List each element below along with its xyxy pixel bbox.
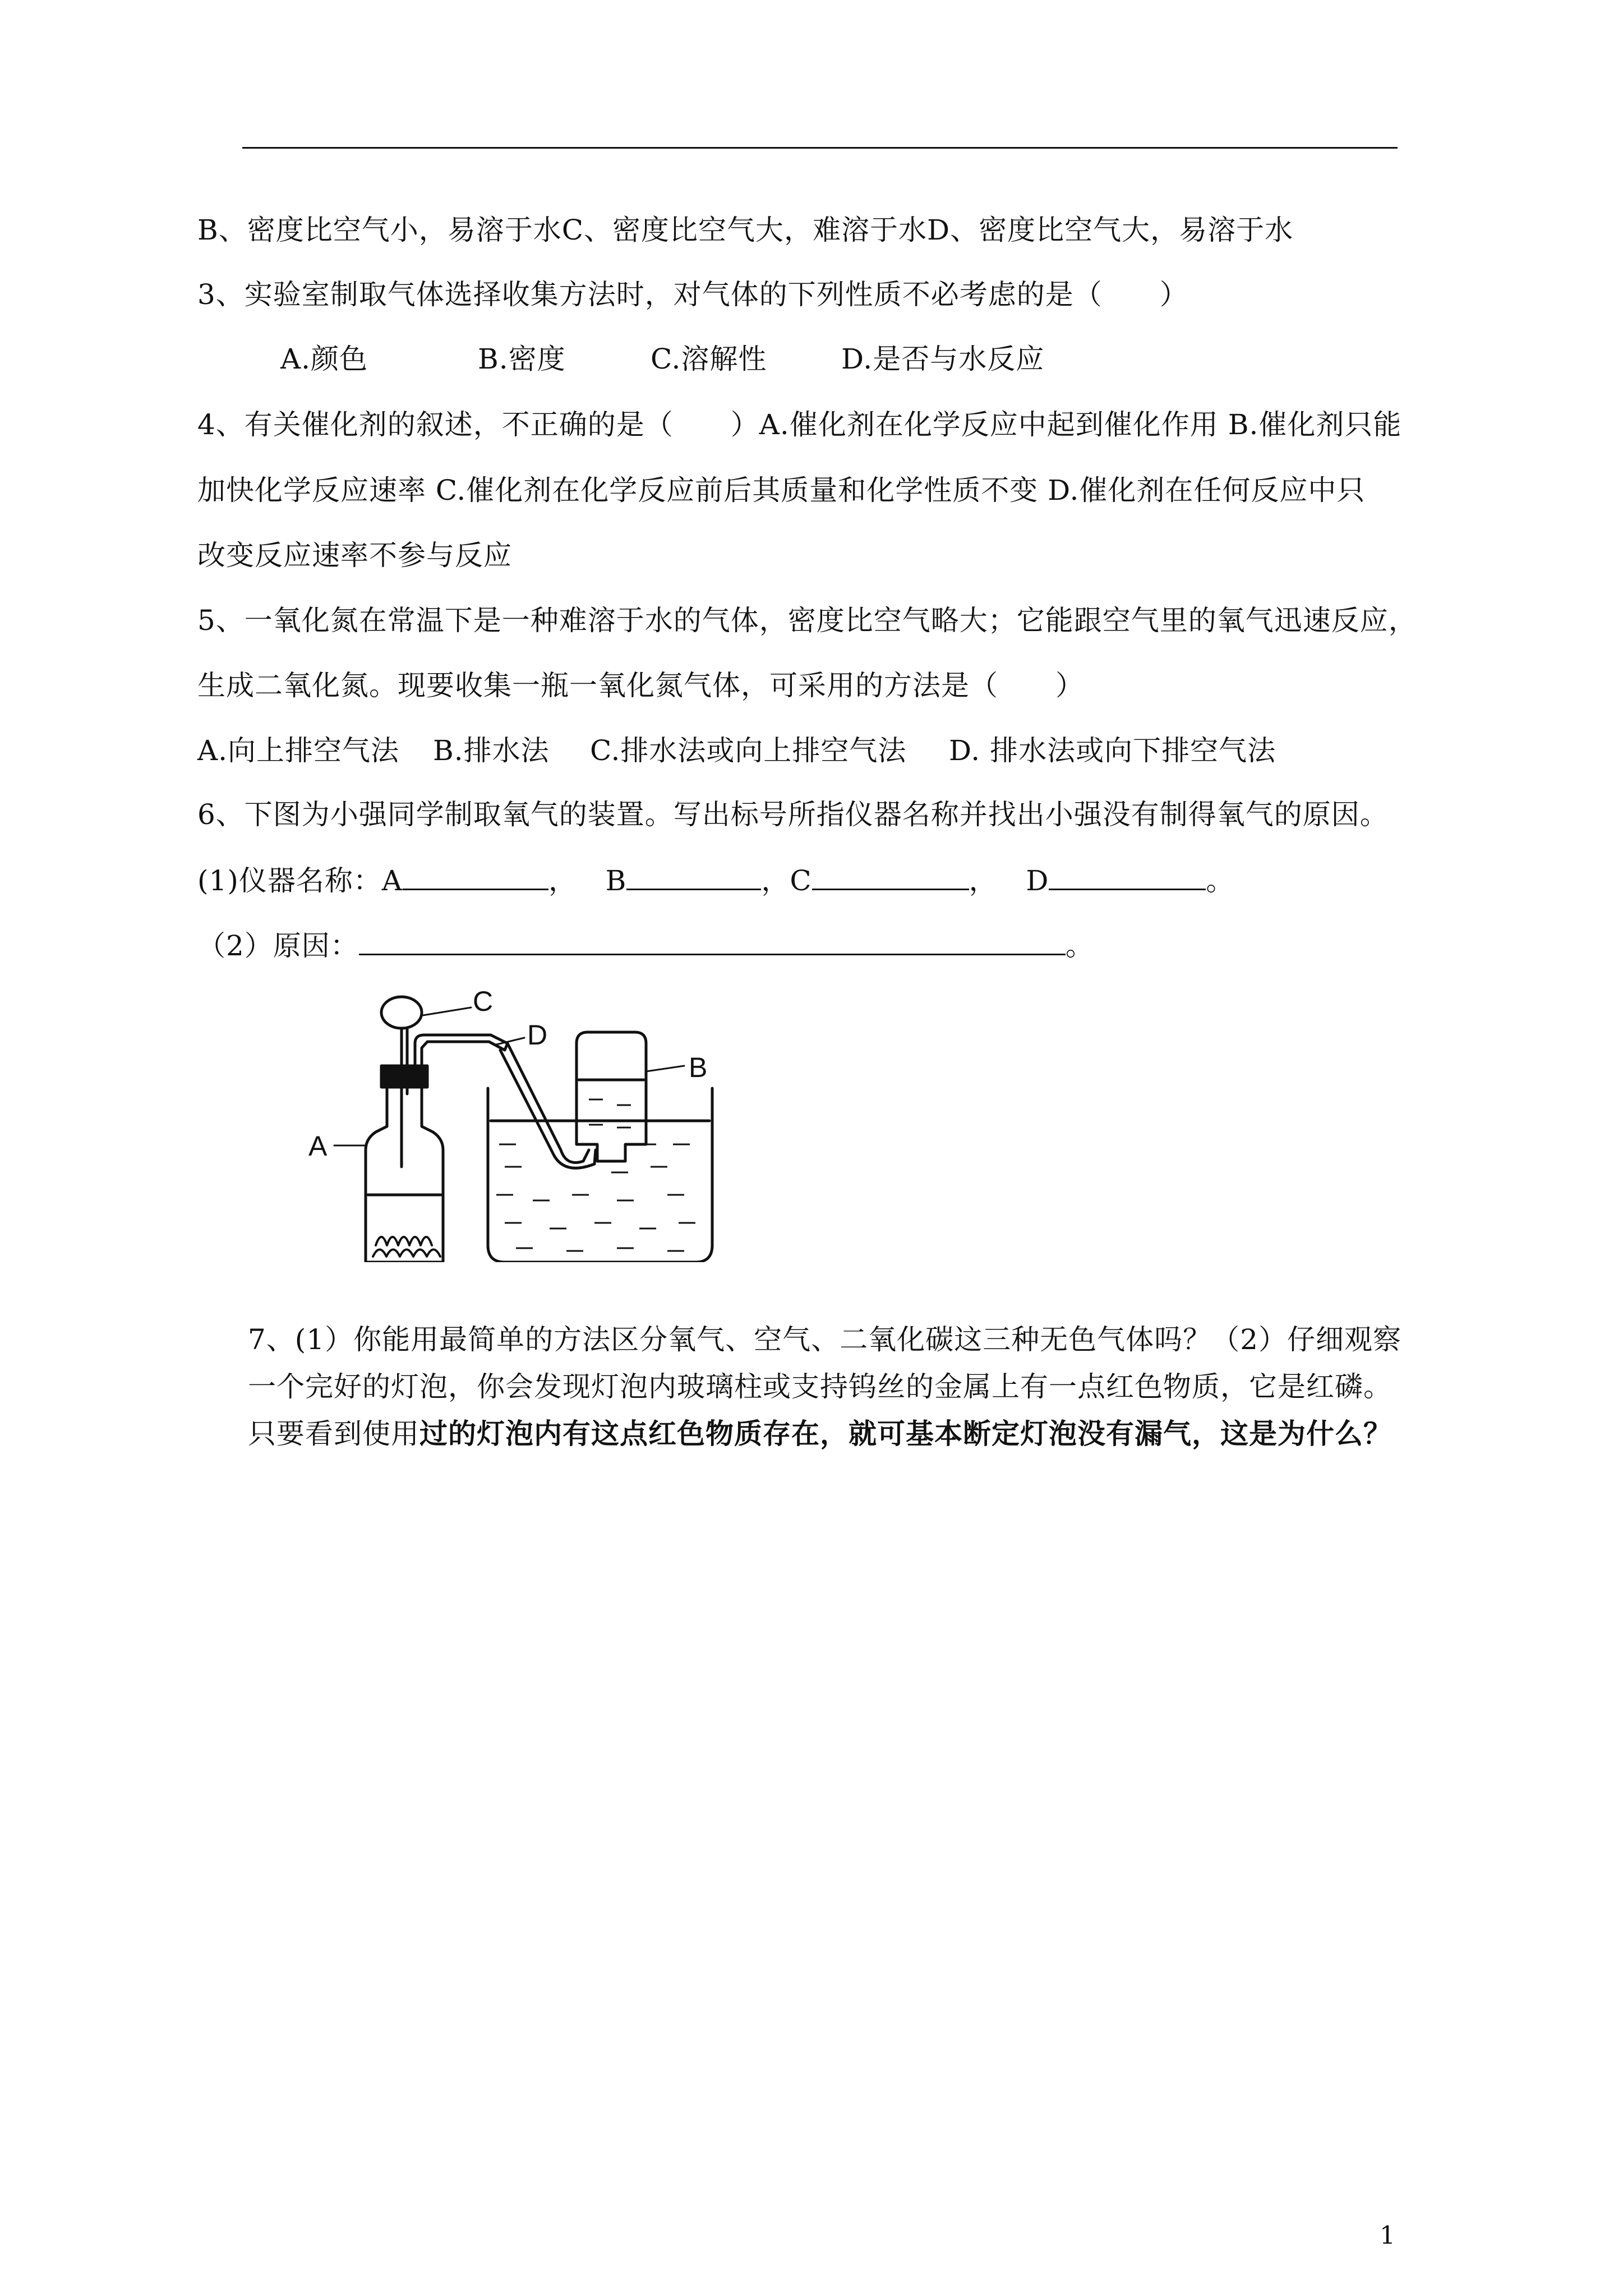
q3-option-a: A.颜色 [280,343,368,375]
q5-option-b: B.排水法 [433,734,550,767]
q6-blank-d[interactable] [1049,863,1206,890]
q5-option-d: D. 排水法或向下排空气法 [949,734,1276,767]
q7-line-1: 7、(1）你能用最简单的方法区分氧气、空气、二氧化碳这三种无色气体吗？（2）仔细观察 [248,1323,1401,1356]
q4-line-2: 加快化学反应速率 C.催化剂在化学反应前后其质量和化学性质不变 D.催化剂在任何反应中只 [197,474,1366,507]
q4-line-3: 改变反应速率不参与反应 [197,539,512,572]
q7-line-2: 一个完好的灯泡，你会发现灯泡内玻璃柱或支持钨丝的金属上有一点红色物质，它是红磷。 [248,1370,1392,1403]
q6-blank-a[interactable] [403,863,548,890]
page-number: 1 [1380,2221,1395,2250]
q6-blank-a-label: A [381,864,403,897]
oxygen-apparatus-figure [303,982,751,1262]
q5-line-1: 5、一氧化氮在常温下是一种难溶于水的气体，密度比空气略大；它能跟空气里的氧气迅速反应， [197,604,1417,637]
q5-option-c: C.排水法或向上排空气法 [590,734,907,767]
q2-option-c: C、密度比空气大，难溶于水 [561,214,928,246]
q5-option-a: A.向上排空气法 [197,734,400,767]
q2-options-line [197,213,1293,247]
q6-part1-label: (1)仪器名称： [197,864,382,897]
q3-option-b: B.密度 [478,343,566,375]
q6-blank-b-label: B [605,864,627,897]
figure-label-a: A [308,1130,328,1162]
q4-line-1: 4、有关催化剂的叙述，不正确的是（ ）A.催化剂在化学反应中起到催化作用 B.催化剂只能 [197,408,1402,441]
q6-part2-label: （2）原因： [197,930,359,962]
q6-reason-blank[interactable] [359,928,1066,955]
header-rule [242,147,1398,149]
q3-stem: 3、实验室制取气体选择收集方法时，对气体的下列性质不必考虑的是（ ） [197,278,1188,311]
q6-blank-d-label: D [1026,864,1049,897]
q7-line-3-normal: 只要看到使用 [248,1418,419,1450]
q6-part2-end: 。 [1065,930,1094,962]
q6-blank-c-label: C [790,864,812,897]
q2-option-b: B、密度比空气小，易溶于水 [197,214,562,246]
q7-line-3 [248,1417,1392,1451]
q6-part1: (1)仪器名称：A ， B ，C ， D 。 [197,863,1234,898]
q3-option-c: C.溶解性 [651,343,767,375]
figure-label-c: C [473,986,494,1017]
q6-part2 [197,928,1094,963]
figure-label-d: D [527,1019,548,1051]
q7-line-3-bold: 过的灯泡内有这点红色物质存在，就可基本断定灯泡没有漏气，这是为什么？ [419,1417,1392,1450]
q6-blank-b[interactable] [626,863,761,890]
q6-part1-end: 。 [1206,864,1235,897]
q6-blank-c[interactable] [812,863,969,890]
q3-option-d: D.是否与水反应 [841,343,1045,375]
q5-line-2: 生成二氧化氮。现要收集一瓶一氧化氮气体，可采用的方法是（ ） [197,669,1084,702]
q2-option-d: D、密度比空气大，易溶于水 [927,214,1294,246]
figure-label-b: B [689,1052,708,1083]
q6-stem: 6、下图为小强同学制取氧气的装置。写出标号所指仪器名称并找出小强没有制得氧气的原因。 [197,798,1389,831]
